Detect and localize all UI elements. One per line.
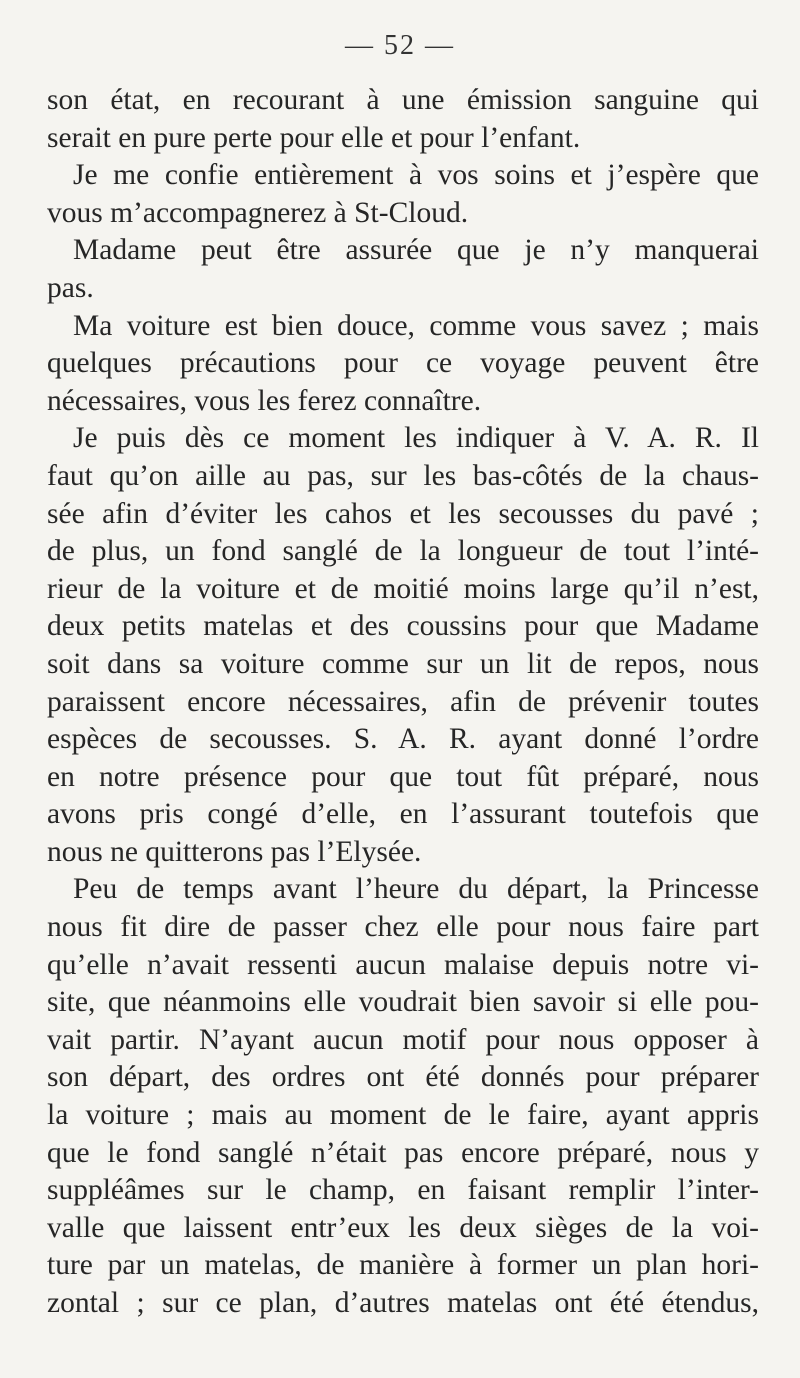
text-line: soit dans sa voiture comme sur un lit de repos, nous [47,647,759,680]
text-line: zontal ; sur ce plan, d’autres matelas ont été étendus, [47,1287,759,1319]
text-line: quelques précautions pour ce voyage peuvent être [47,347,759,380]
text-line: qu’elle n’avait ressenti aucun malaise depuis notre vi- [47,948,759,981]
text-line: rieur de la voiture et de moitié moins large qu’il n’est, [47,572,759,605]
text-line: nécessaires, vous les ferez connaître. [47,384,482,417]
text-line: de plus, un fond sanglé de la longueur de tout l’inté- [47,535,759,568]
paragraph [47,157,759,232]
text-line: son départ, des ordres ont été donnés pour préparer [47,1061,759,1094]
text-line: espèces de secousses. S. A. R. ayant donné l’ordre [47,723,759,756]
text-line: Peu de temps avant l’heure du départ, la Princesse [73,873,759,906]
text-line: vous m’accompagnerez à St-Cloud. [47,196,469,229]
text-line: Ma voiture est bien douce, comme vous savez ; mais [73,309,759,342]
text-line: serait en pure perte pour elle et pour l’enfant. [47,121,581,154]
text-line: faut qu’on aille au pas, sur les bas-côtés de la chaus- [47,459,759,492]
text-line: avons pris congé d’elle, en l’assurant toutefois que [47,798,759,831]
text-line: que le fond sanglé n’était pas encore préparé, nous y [47,1136,759,1169]
text-line: Madame peut être assurée que je n’y manquerai [73,234,759,267]
text-line: Je puis dès ce moment les indiquer à V. A. R. Il [73,422,759,455]
text-line: Je me confie entièrement à vos soins et j’espère que [73,159,759,192]
text-line: valle que laissent entr’eux les deux sièges de la voi- [47,1211,759,1244]
page-number: — 52 — [345,30,455,61]
text-line: sée afin d’éviter les cahos et les secousses du pavé ; [47,497,759,530]
text-line: nous ne quitterons pas l’Elysée. [47,835,422,868]
text-line: en notre présence pour que tout fût préparé, nous [47,760,759,793]
text-line: deux petits matelas et des coussins pour que Madame [47,610,759,643]
body-text [47,82,759,1323]
paragraph [47,232,759,307]
text-line: la voiture ; mais au moment de le faire, ayant appris [47,1099,759,1132]
paragraph [47,420,759,871]
text-line: ture par un matelas, de manière à former un plan hori- [47,1249,759,1282]
text-line: vait partir. N’ayant aucun motif pour nous opposer à [47,1023,759,1056]
paragraph [47,871,759,1322]
paragraph [47,308,759,421]
paragraph [47,82,759,157]
text-line: nous fit dire de passer chez elle pour nous faire part [47,911,759,944]
text-line: site, que néanmoins elle voudrait bien savoir si elle pou- [47,986,759,1019]
text-line: paraissent encore nécessaires, afin de prévenir toutes [47,685,759,718]
text-line: son état, en recourant à une émission sanguine qui [47,84,759,116]
text-line: pas. [47,271,94,304]
text-line: suppléâmes sur le champ, en faisant remplir l’inter- [47,1174,759,1207]
